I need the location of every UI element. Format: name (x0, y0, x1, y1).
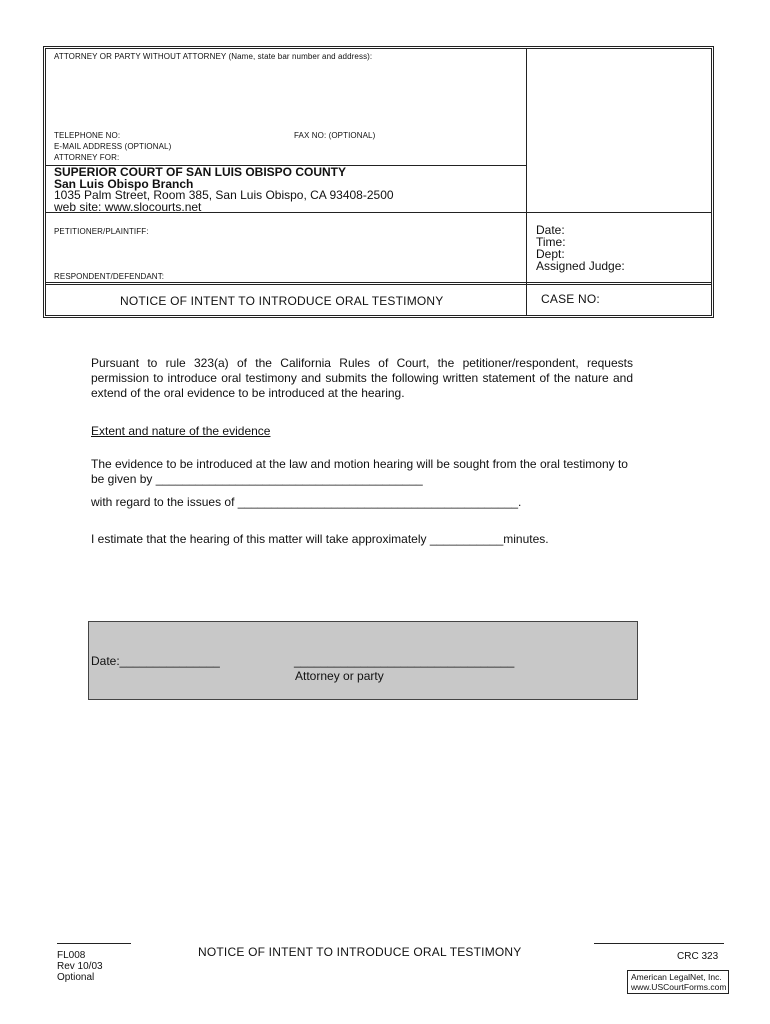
hearing-time-label: Time: (536, 235, 566, 249)
court-branch: San Luis Obispo Branch (54, 177, 194, 191)
estimate-line: I estimate that the hearing of this matter will take approximately ___________minutes. (91, 532, 549, 546)
publisher-url[interactable]: www.USCourtForms.com (631, 982, 727, 992)
form-optional: Optional (57, 972, 95, 983)
hearing-dept-label: Dept: (536, 247, 565, 261)
assigned-judge-label: Assigned Judge: (536, 259, 625, 273)
email-label: E-MAIL ADDRESS (OPTIONAL) (54, 142, 172, 151)
footer-left-rule (57, 943, 131, 944)
petitioner-label: PETITIONER/PLAINTIFF: (54, 227, 149, 236)
signature-label: Attorney or party (295, 669, 384, 683)
court-name: SUPERIOR COURT OF SAN LUIS OBISPO COUNTY (54, 165, 347, 179)
rule-reference: CRC 323 (677, 951, 719, 962)
court-address: 1035 Palm Street, Room 385, San Luis Obispo, CA 93408-2500 (54, 188, 394, 202)
form-revision: Rev 10/03 (57, 961, 103, 972)
witness-line: be given by ________________________________________ (91, 472, 423, 486)
case-number-label: CASE NO: (541, 292, 600, 306)
signature-line[interactable]: _________________________________ (294, 654, 515, 668)
footer-right-rule (594, 943, 724, 944)
caption-column-divider (526, 48, 527, 316)
telephone-label: TELEPHONE NO: (54, 131, 121, 140)
publisher-name: American LegalNet, Inc. (631, 972, 722, 982)
hearing-date-label: Date: (536, 223, 565, 237)
attorney-for-label: ATTORNEY FOR: (54, 153, 120, 162)
evidence-heading: Extent and nature of the evidence (91, 424, 271, 438)
respondent-label: RESPONDENT/DEFENDANT: (54, 272, 165, 281)
fax-label: FAX NO: (OPTIONAL) (294, 131, 376, 140)
publisher-stamp (627, 970, 729, 994)
court-website: web site: www.slocourts.net (54, 200, 202, 214)
form-id: FL008 (57, 950, 86, 961)
signature-date-line[interactable]: Date:_______________ (91, 654, 220, 668)
issues-line: with regard to the issues of __________________________________________. (91, 495, 522, 509)
evidence-line-1: The evidence to be introduced at the law and motion hearing will be sought from the oral testimony to (91, 457, 628, 471)
parties-section-divider (45, 282, 712, 283)
attorney-label: ATTORNEY OR PARTY WITHOUT ATTORNEY (Name, state bar number and address): (54, 52, 373, 61)
parties-section-divider-double (45, 284, 712, 285)
intro-paragraph: Pursuant to rule 323(a) of the California Rules of Court, the petitioner/respondent, requests permission to introduce oral testimony and submits the following written statement of the nature and extend of the oral evidence to be introduced at the hearing. (91, 356, 633, 400)
form-title: NOTICE OF INTENT TO INTRODUCE ORAL TESTIMONY (120, 294, 444, 308)
footer-title: NOTICE OF INTENT TO INTRODUCE ORAL TESTIMONY (198, 945, 522, 959)
